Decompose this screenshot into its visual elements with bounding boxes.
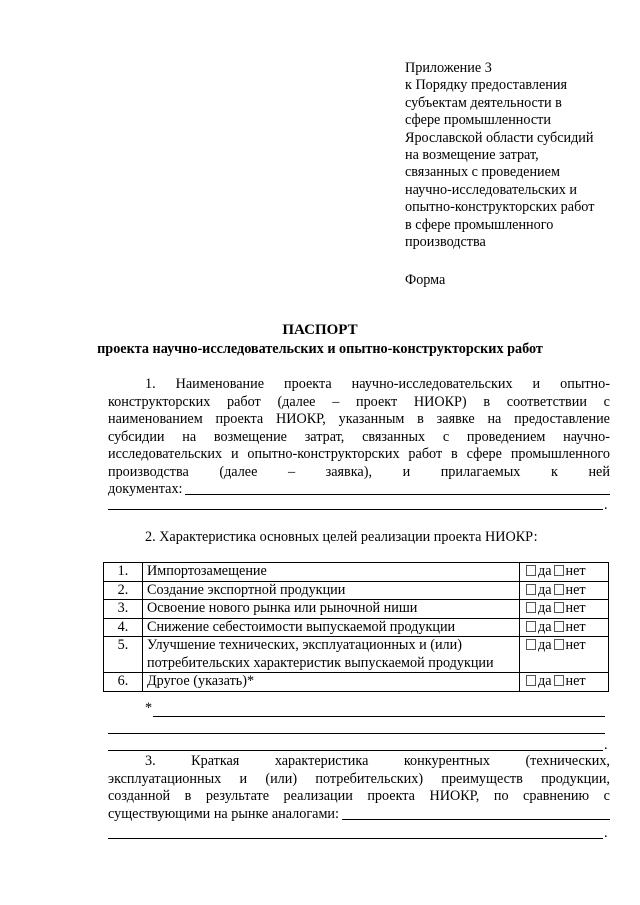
row-number: 4. (104, 618, 143, 637)
end-mark: . (604, 497, 608, 513)
para-line: 3. Краткая характеристика конкурентных (технических, (145, 753, 610, 769)
row-text: Другое (указать)* (143, 673, 520, 692)
document-subtitle: проекта научно-исследовательских и опытно-конструкторских работ (97, 341, 543, 357)
checkbox-no[interactable] (554, 565, 564, 576)
checkbox-no[interactable] (554, 675, 564, 686)
yes-no-options: да нет (520, 673, 609, 692)
end-mark: . (604, 737, 608, 753)
checkbox-no[interactable] (554, 621, 564, 632)
checkbox-no[interactable] (554, 602, 564, 613)
row-text: Создание экспортной продукции (143, 581, 520, 600)
para-line: 1. Наименование проекта научно-исследовательских и опытно- (145, 376, 610, 392)
fill-line[interactable] (108, 733, 605, 734)
checkbox-yes[interactable] (526, 675, 536, 686)
fill-line[interactable] (153, 716, 605, 717)
row-number: 2. (104, 581, 143, 600)
yes-no-options: да нет (520, 637, 609, 673)
checkbox-yes[interactable] (526, 639, 536, 650)
checkbox-yes[interactable] (526, 584, 536, 595)
row-text: Освоение нового рынка или рыночной ниши (143, 600, 520, 619)
annex-line: субъектам деятельности в (405, 94, 562, 111)
analogs-fill-line[interactable] (342, 806, 610, 820)
annex-line: Приложение 3 (405, 60, 492, 76)
fill-line[interactable] (108, 509, 603, 510)
end-mark: . (604, 825, 608, 841)
annex-line: сфере промышленности (405, 112, 551, 129)
row-text: Импортозамещение (143, 563, 520, 582)
section-2-heading: 2. Характеристика основных целей реализации проекта НИОКР: (145, 529, 538, 545)
annex-line: в сфере промышленного (405, 216, 554, 233)
yes-no-options: да нет (520, 581, 609, 600)
annex-line: к Порядку предоставления (405, 77, 567, 94)
row-number: 5. (104, 637, 143, 673)
checkbox-no[interactable] (554, 584, 564, 595)
para-line: эксплуатационных и (или) потребительских) преимуществ продукции, (108, 770, 610, 787)
annex-line: Ярославской области субсидий (405, 129, 594, 146)
row-text: Улучшение технических, эксплуатационных и (или) потребительских характеристик выпускаемой продукции (143, 637, 520, 673)
yes-no-options: да нет (520, 600, 609, 619)
checkbox-no[interactable] (554, 639, 564, 650)
para-line: производства (далее – заявка), и прилагаемых к ней (108, 463, 610, 480)
table-row (104, 563, 609, 582)
fill-line[interactable] (108, 750, 603, 751)
goals-table (103, 562, 609, 692)
form-label: Форма (405, 272, 446, 288)
annex-line: на возмещение затрат, (405, 147, 539, 164)
row-number: 1. (104, 563, 143, 582)
documents-label: документах: (108, 481, 183, 497)
table-row (104, 600, 609, 619)
row-text: Снижение себестоимости выпускаемой продукции (143, 618, 520, 637)
para-line: наименованием проекта НИОКР, указанным в заявке на предоставление (108, 411, 610, 427)
section-1 (108, 376, 610, 499)
annex-line: научно-исследовательских и (405, 181, 578, 198)
checkbox-yes[interactable] (526, 621, 536, 632)
annex-line: опытно-конструкторских работ (405, 199, 595, 216)
documents-fill-line[interactable] (185, 481, 610, 495)
annex-line: производства (405, 234, 486, 251)
footnote-mark: * (145, 700, 153, 716)
para-line: исследовательских и опытно-конструкторских работ в сфере промышленного (108, 446, 610, 462)
para-line (108, 481, 610, 499)
table-row (104, 673, 609, 692)
row-number: 6. (104, 673, 143, 692)
annex-header (405, 60, 620, 251)
analogs-label: существующими на рынке аналогами: (108, 805, 339, 822)
table-row (104, 637, 609, 673)
annex-line: связанных с проведением (405, 164, 560, 181)
para-line: конструкторских работ (далее – проект НИОКР) в соответствии с (108, 393, 610, 410)
section-3 (108, 753, 610, 823)
checkbox-yes[interactable] (526, 602, 536, 613)
table-row (104, 581, 609, 600)
table-row (104, 618, 609, 637)
document-title: ПАСПОРТ (282, 322, 358, 338)
para-line (108, 806, 610, 824)
checkbox-yes[interactable] (526, 565, 536, 576)
yes-no-options: да нет (520, 618, 609, 637)
fill-line[interactable] (108, 838, 603, 839)
row-number: 3. (104, 600, 143, 619)
para-line: субсидии на возмещение затрат, связанных с проведением научно- (108, 428, 610, 445)
para-line: созданной в результате реализации проекта НИОКР, по сравнению с (108, 788, 610, 804)
yes-no-options: да нет (520, 563, 609, 582)
